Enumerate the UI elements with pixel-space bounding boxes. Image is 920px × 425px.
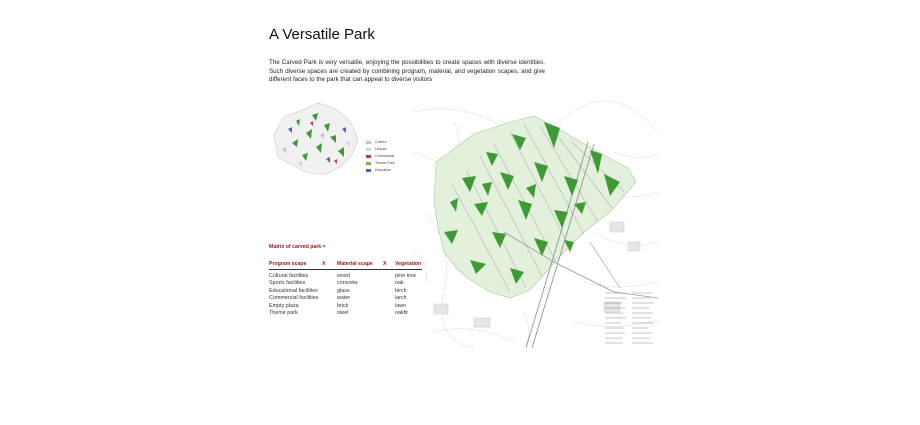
- matrix-cell: Theme park: [269, 310, 298, 317]
- matrix-cell: brick: [337, 302, 349, 309]
- matrix-cell: larch: [395, 295, 407, 302]
- matrix-cell: glass: [337, 287, 350, 294]
- legend-swatch-leisure: [366, 148, 371, 151]
- intro-paragraph: The Carved Park is very versatile, enjoying the possibilities to create spaces with diverse identities. Such diverse spaces are created by combining program, material, and vegetation scapes, and give different faces to the park that can appeal to diverse visitors: [269, 59, 545, 84]
- matrix-table: [269, 258, 422, 318]
- matrix-cell: Cultural facilities: [269, 273, 309, 279]
- legend-swatch-theme-park: [366, 162, 371, 165]
- legend-item: [366, 160, 395, 167]
- legend-label: Education: [375, 168, 391, 172]
- matrix-header-vegetation: Vegetation: [395, 261, 422, 267]
- matrix-times-symbol: X: [322, 261, 326, 267]
- legend-label: Leisure: [375, 147, 387, 151]
- legend-item: [366, 139, 395, 146]
- matrix-cell: wood: [337, 273, 350, 279]
- legend-item: [366, 146, 395, 153]
- matrix-cell: concrete: [337, 280, 358, 287]
- matrix-header-material: Material scape: [337, 261, 373, 267]
- overview-map: [266, 99, 362, 179]
- matrix-cell: water: [337, 295, 351, 302]
- site-plan-key: [604, 290, 660, 350]
- matrix-header-program: Program scape: [269, 261, 307, 267]
- legend-swatch-culture: [366, 141, 371, 144]
- matrix-cell: steel: [337, 310, 349, 317]
- matrix-cell: pine tree: [395, 273, 416, 279]
- legend-item: [366, 153, 395, 160]
- matrix-column-material: [337, 273, 358, 317]
- matrix-cell: lawn: [395, 302, 407, 309]
- legend-label: Commercial: [375, 154, 395, 158]
- matrix-cell: Educational facilities: [269, 287, 318, 294]
- legend-swatch-commercial: [366, 155, 371, 158]
- matrix-column-vegetation: [395, 273, 416, 317]
- legend-swatch-education: [366, 169, 371, 172]
- matrix-times-symbol: X: [383, 261, 387, 267]
- matrix-title: Matrix of carved park =: [269, 244, 326, 250]
- legend-label: Theme Park: [375, 161, 395, 165]
- matrix-cell: oakfir: [395, 310, 409, 317]
- legend-label: Culture: [375, 140, 387, 144]
- matrix-cell: oak: [395, 280, 404, 287]
- legend-item: [366, 167, 395, 174]
- matrix-cell: Sports facilities: [269, 280, 306, 287]
- matrix-cell: birch: [395, 287, 407, 294]
- matrix-cell: Empty plaza: [269, 302, 299, 309]
- map-legend: [366, 139, 395, 174]
- matrix-divider: [269, 269, 422, 270]
- page-title: A Versatile Park: [269, 26, 375, 43]
- matrix-cell: Commercial facilities: [269, 295, 319, 302]
- matrix-column-program: [269, 273, 318, 317]
